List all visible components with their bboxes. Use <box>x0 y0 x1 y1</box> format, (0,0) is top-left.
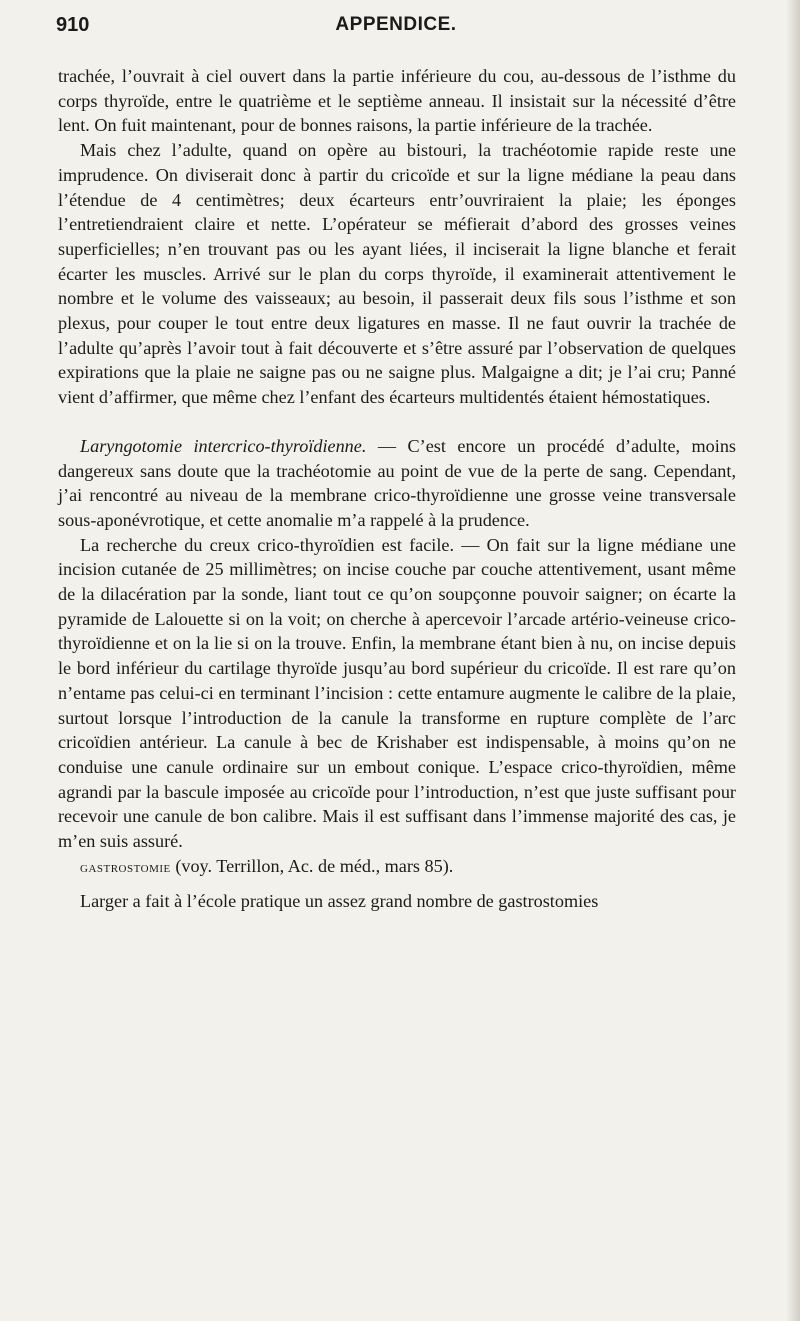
paragraph-crico-thyroid-search: La recherche du creux crico-thyroïdien est facile. — On fait sur la ligne médiane une incision cutanée de 25 millimètres; on incise couche par couche attentivement, usant même de la dilacération par la sonde, liant tout ce qu’on soupçonne pouvoir saigner; on écarte la pyramide de Lalouette si on la voit; on cherche à apercevoir l’arcade artério-veineuse crico-thyroïdienne et on la lie si on la trouve. Enfin, la membrane étant bien à nu, on incise depuis le bord inférieur du cartilage thyroïde jusqu’au bord supérieur du cricoïde. Il est rare qu’on n’entame pas celui-ci en terminant l’incision : cette entamure augmente le calibre de la plaie, surtout lorsque l’introduction de la canule la transforme en rupture complète de l’arc cricoïdien antérieur. La canule à bec de Krishaber est indispensable, à moins qu’on ne conduise une canule ordinaire sur un embout conique. L’espace crico-thyroïdien, même agrandi par la bascule imposée au cricoïde pour l’introduction, n’est que juste suffisant pour recevoir une canule de bon calibre. Mais il est suffisant dans l’immense majorité des cas, je m’en suis assuré. <box>58 534 736 852</box>
paragraph-laryngotomy <box>58 434 736 533</box>
section-title-laryngotomy: Laryngotomie intercrico-thyroïdienne. <box>80 435 367 456</box>
running-head: APPENDICE. <box>335 14 457 35</box>
section-spacer <box>58 881 736 889</box>
body-text <box>58 64 736 913</box>
gastrostomy-heading-line <box>58 854 736 881</box>
paragraph-trachea-continuation: trachée, l’ouvrait à ciel ouvert dans la partie inférieure du cou, au-dessous de l’isthme du corps thyroïde, entre le quatrième et le septième anneau. Il insistait sur la nécessité d’être lent. On fuit maintenant, pour de bonnes raisons, la partie inférieure de la trachée. <box>58 66 736 136</box>
paragraph-adult-tracheotomy: Mais chez l’adulte, quand on opère au bistouri, la trachéotomie rapide reste une imprudence. On diviserait donc à partir du cricoïde et sur la ligne médiane la peau dans l’étendue de 4 centimètres; deux écarteurs entr’ouvriraient la plaie; les éponges l’entretiendraient claire et nette. L’opérateur se méfierait d’abord des grosses veines superficielles; n’en trouvant pas ou les ayant liées, il inciserait la ligne blanche et ferait écarter les muscles. Arrivé sur le plan du corps thyroïde, il examinerait attentivement le nombre et le volume des vaisseaux; au besoin, il passerait deux fils sous l’isthme et son plexus, pour couper le tout entre deux ligatures en masse. Il ne faut ouvrir la trachée de l’adulte qu’après l’avoir tout à fait découverte et s’être assuré par l’observation de quelques expirations que la plaie ne saigne pas ou ne saigne plus. Malgaigne a dit; je l’ai cru; Panné vient d’affirmer, que même chez l’enfant des écarteurs multidentés étaient hémostatiques. <box>58 140 736 408</box>
paragraph-larger-gastrostomies: Larger a fait à l’école pratique un assez grand nombre de gastrostomies <box>80 890 599 911</box>
gastrostomy-reference: (voy. Terrillon, Ac. de méd., mars 85). <box>175 855 454 876</box>
page-number: 910 <box>56 14 90 36</box>
section-spacer <box>58 410 736 434</box>
page-header <box>56 14 736 40</box>
laryngotomy-text: — C’est encore un procédé d’adulte, moins dangereux sans doute que la trachéotomie au point de vue de la perte de sang. Cependant, j’ai rencontré au niveau de la membrane crico-thyroïdienne une grosse veine transversale sous-aponévrotique, et cette anomalie m’a rappelé à la prudence. <box>58 435 737 530</box>
section-title-gastrostomy: gastrostomie <box>80 859 171 876</box>
page-edge-shadow <box>786 0 800 1321</box>
